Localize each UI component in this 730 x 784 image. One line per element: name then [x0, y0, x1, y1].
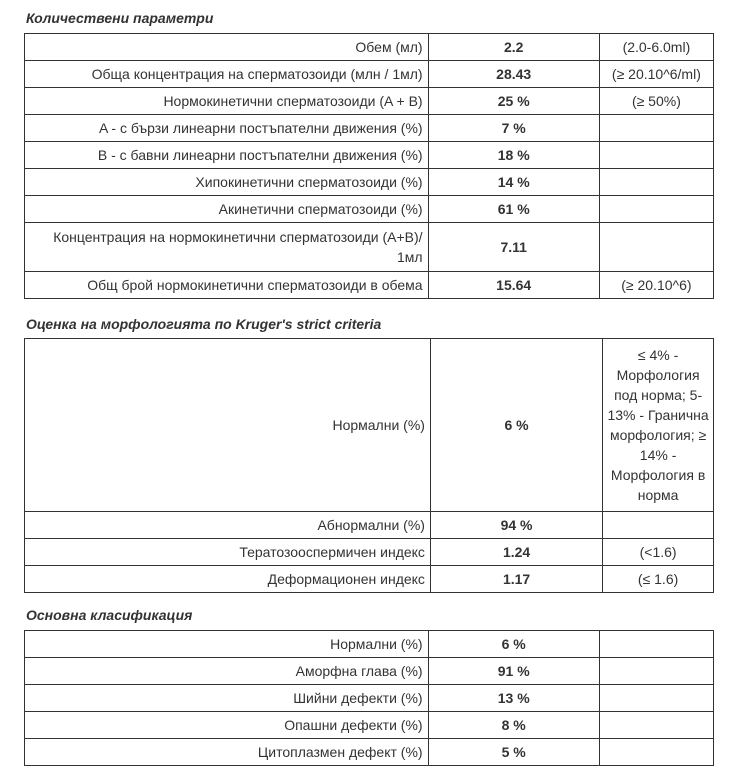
row-label: A - с бързи линеарни постъпателни движения (%)	[25, 115, 429, 142]
row-label: Нормални (%)	[25, 339, 431, 512]
row-label: Нормокинетични сперматозоиди (A + B)	[25, 88, 429, 115]
row-reference: (≥ 50%)	[599, 88, 713, 115]
table-row	[25, 61, 714, 88]
row-reference	[599, 223, 713, 272]
row-value: 13 %	[428, 685, 599, 712]
table-row	[25, 739, 714, 766]
table-row	[25, 34, 714, 61]
row-label: Опашни дефекти (%)	[25, 712, 429, 739]
row-value: 15.64	[428, 272, 599, 299]
table-row	[25, 512, 714, 539]
row-value: 2.2	[428, 34, 599, 61]
row-label: Деформационен индекс	[25, 566, 431, 593]
row-value: 7.11	[428, 223, 599, 272]
row-reference: (≥ 20.10^6/ml)	[599, 61, 713, 88]
table-row	[25, 88, 714, 115]
row-label: Хипокинетични сперматозоиди (%)	[25, 169, 429, 196]
row-label: Обща концентрация на сперматозоиди (млн / 1мл)	[25, 61, 429, 88]
row-label: Общ брой нормокинетични сперматозоиди в обема	[25, 272, 429, 299]
row-label: Нормални (%)	[25, 631, 429, 658]
row-value: 1.24	[430, 539, 602, 566]
section-title-quantitative: Количествени параметри	[26, 10, 214, 26]
classification-table	[24, 630, 714, 766]
row-value: 61 %	[428, 196, 599, 223]
row-value: 18 %	[428, 142, 599, 169]
quantitative-parameters-table	[24, 33, 714, 299]
row-reference	[599, 115, 713, 142]
row-reference	[599, 739, 713, 766]
row-value: 94 %	[430, 512, 602, 539]
row-label: Аморфна глава (%)	[25, 658, 429, 685]
row-reference	[599, 712, 713, 739]
row-label: Обем (мл)	[25, 34, 429, 61]
morphology-table	[24, 338, 714, 593]
row-value: 1.17	[430, 566, 602, 593]
row-value: 14 %	[428, 169, 599, 196]
row-value: 5 %	[428, 739, 599, 766]
table-row	[25, 566, 714, 593]
row-reference	[599, 169, 713, 196]
row-reference: ≤ 4% - Морфология под норма; 5-13% - Гранична морфология; ≥ 14% - Морфология в норма	[603, 339, 714, 512]
row-value: 25 %	[428, 88, 599, 115]
table-row	[25, 631, 714, 658]
row-label: Шийни дефекти (%)	[25, 685, 429, 712]
table-row	[25, 115, 714, 142]
row-value: 8 %	[428, 712, 599, 739]
row-reference	[603, 512, 714, 539]
table-row	[25, 539, 714, 566]
row-label: Концентрация на нормокинетични сперматозоиди (A+B)/ 1мл	[25, 223, 429, 272]
table-row	[25, 169, 714, 196]
row-label: Абнормални (%)	[25, 512, 431, 539]
row-reference	[599, 142, 713, 169]
section-title-morphology: Оценка на морфологията по Kruger's strict criteria	[26, 316, 382, 332]
row-label: B - с бавни линеарни постъпателни движения (%)	[25, 142, 429, 169]
row-reference	[599, 658, 713, 685]
table-row	[25, 223, 714, 272]
table-row	[25, 196, 714, 223]
table-row	[25, 272, 714, 299]
row-reference: (<1.6)	[603, 539, 714, 566]
table-row	[25, 658, 714, 685]
table-row	[25, 142, 714, 169]
table-row	[25, 339, 714, 512]
row-reference	[599, 631, 713, 658]
row-value: 91 %	[428, 658, 599, 685]
section-title-classification: Основна класификация	[26, 607, 193, 623]
row-value: 7 %	[428, 115, 599, 142]
row-value: 6 %	[428, 631, 599, 658]
row-label: Акинетични сперматозоиди (%)	[25, 196, 429, 223]
row-reference: (≥ 20.10^6)	[599, 272, 713, 299]
row-reference	[599, 685, 713, 712]
table-row	[25, 712, 714, 739]
row-reference: (2.0-6.0ml)	[599, 34, 713, 61]
row-reference	[599, 196, 713, 223]
row-value: 28.43	[428, 61, 599, 88]
row-value: 6 %	[430, 339, 602, 512]
row-label: Тератозооспермичен индекс	[25, 539, 431, 566]
row-label: Цитоплазмен дефект (%)	[25, 739, 429, 766]
row-reference: (≤ 1.6)	[603, 566, 714, 593]
table-row	[25, 685, 714, 712]
